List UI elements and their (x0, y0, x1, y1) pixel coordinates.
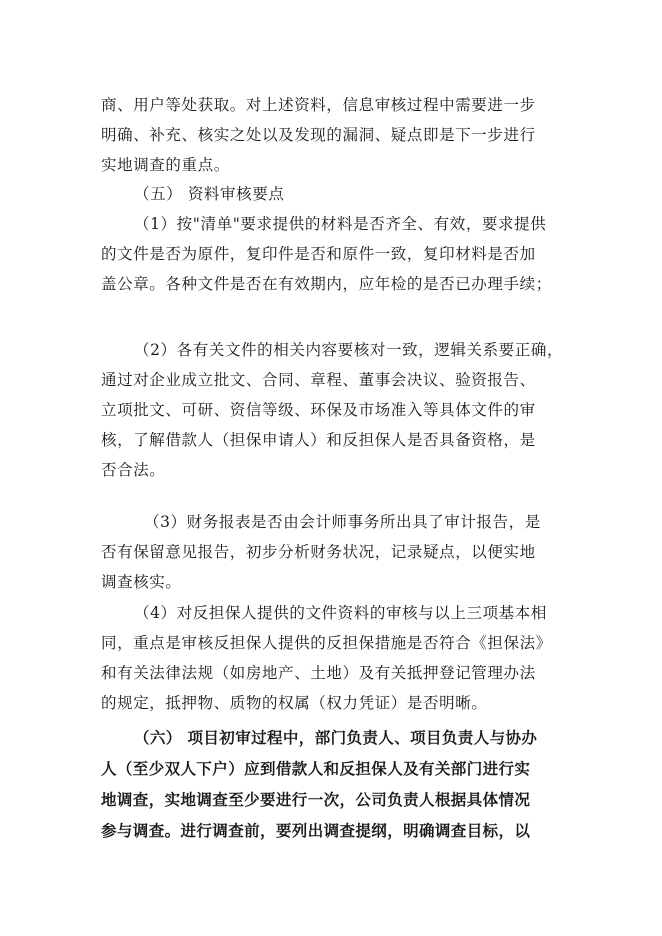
text-line-7: （2）各有关文件的相关内容要核对一致，逻辑关系要正确， (134, 341, 564, 359)
text-line-4: （1）按"清单"要求提供的材料是否齐全、有效，要求提供 (134, 215, 547, 233)
text-line-13: 否有保留意见报告，初步分析财务状况，记录疑点，以便实地 (101, 543, 536, 561)
text-line-2: 明确、补充、核实之处以及发现的漏洞、疑点即是下一步进行 (101, 126, 536, 144)
text-line-15: （4）对反担保人提供的文件资料的审核与以上三项基本相 (134, 604, 547, 622)
text-line-12: （3）财务报表是否由会计师事务所出具了审计报告，是 (144, 513, 541, 531)
text-line-11: 否合法。 (101, 461, 166, 479)
text-line-20: 地调查，实地调查至少要进行一次，公司负责人根据具体情况 (101, 791, 531, 809)
section-heading-five: （五） 资料审核要点 (134, 185, 285, 203)
text-line-1: 商、用户等处获取。对上述资料，信息审核过程中需要进一步 (101, 96, 536, 114)
text-line-5: 的文件是否为原件，复印件是否和原件一致，复印材料是否加 (101, 245, 536, 263)
text-line-6: 盖公章。各种文件是否在有效期内，应年检的是否已办理手续； (101, 275, 552, 293)
text-line-14: 调查核实。 (101, 573, 182, 591)
section-heading-six: （六） 项目初审过程中，部门负责人、项目负责人与协办 (134, 729, 538, 747)
text-line-10: 核，了解借款人（担保申请人）和反担保人是否具备资格，是 (101, 431, 536, 449)
text-line-8: 通过对企业成立批文、合同、章程、董事会决议、验资报告、 (101, 371, 536, 389)
text-line-3: 实地调查的重点。 (101, 156, 230, 174)
text-line-18: 的规定，抵押物、质物的权属（权力凭证）是否明晰。 (101, 694, 488, 712)
text-line-9: 立项批文、可研、资信等级、环保及市场准入等具体文件的审 (101, 401, 536, 419)
text-line-16: 同，重点是审核反担保人提供的反担保措施是否符合《担保法》 (101, 634, 552, 652)
text-line-19: 人（至少双人下户）应到借款人和反担保人及有关部门进行实 (101, 760, 531, 778)
text-line-17: 和有关法律法规（如房地产、土地）及有关抵押登记管理办法 (101, 664, 536, 682)
text-line-21: 参与调查。进行调查前，要列出调查提纲，明确调查目标，以 (101, 822, 531, 840)
